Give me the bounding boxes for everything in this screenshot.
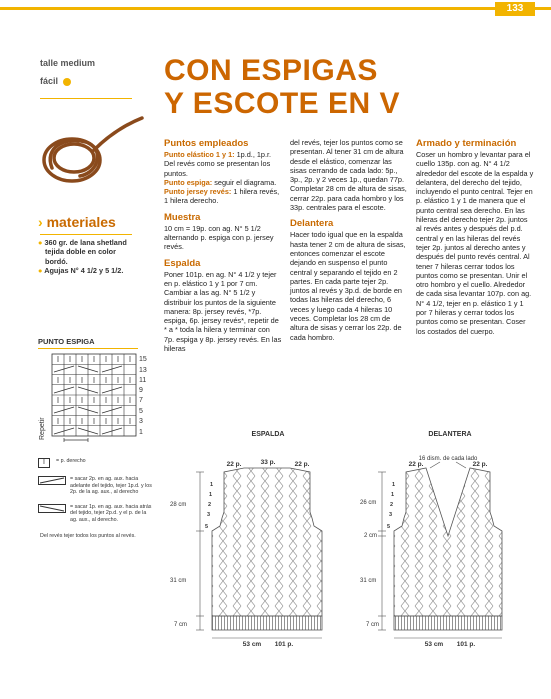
- armhole-step: 1: [209, 492, 213, 498]
- repeat-label: Repetir: [39, 417, 46, 440]
- legend-item: [38, 476, 153, 496]
- top-bar: [0, 0, 551, 16]
- punto-label: Punto elástico 1 y 1:: [164, 150, 235, 159]
- chart-divider: [38, 348, 138, 349]
- top-rule: [0, 7, 551, 10]
- punto-label: Punto espiga:: [164, 177, 213, 187]
- difficulty-text: fácil: [40, 76, 59, 86]
- chart-note: Del revés tejer todos los puntos al revés.: [40, 533, 136, 539]
- espalda-schematic: [170, 431, 322, 648]
- espalda-top-left: 22 p.: [226, 461, 242, 468]
- espalda-body-height: 31 cm: [170, 578, 187, 584]
- row-label: 7: [139, 397, 143, 404]
- row-label: 15: [139, 356, 147, 363]
- delantera-bottom-cm: 53 cm: [424, 641, 444, 648]
- legend-item: [38, 504, 153, 524]
- punto-text: 1p.d., 1p.r. Del revés como se presentan los puntos.: [164, 150, 272, 178]
- column-2: [164, 134, 282, 353]
- delantera-bottom-p: 101 p.: [456, 641, 476, 648]
- muestra-heading: Muestra: [164, 211, 201, 223]
- delantera-neck-start: 2 cm: [364, 533, 378, 539]
- chart-legend: [38, 458, 153, 540]
- espalda-bottom-cm: 53 cm: [242, 641, 262, 648]
- materiales-heading: [38, 214, 116, 230]
- yarn-illustration: [34, 108, 149, 193]
- espalda-bottom-p: 101 p.: [274, 641, 294, 648]
- delantera-text: Hacer todo igual que en la espalda hasta tener 2 cm de altura de sisas, entonces comenzar el escote dejando en suspenso el punto central y separando el tejido en 2 partes. En cada parte tejer 2p. juntos al revés y 3p.d. de borde en todas las hileras del derecho, 6 veces y luego cada 4 hileras 10 veces. Completar los 28 cm de altura de sisas y cerrar los 22p. de cada hombro.: [290, 230, 406, 342]
- materiales-heading-text: materiales: [46, 214, 116, 230]
- chart-title: PUNTO ESPIGA: [38, 337, 95, 346]
- armhole-step: 1: [391, 492, 395, 498]
- armhole-step: 5: [205, 524, 209, 530]
- punto-espiga-chart: [34, 352, 154, 447]
- legend-text: = sacar 2p. en ag. aux. hacia adelante del tejido, tejer 1p.d. y los 2p. de la ag. aux., al derecho: [70, 476, 152, 495]
- espalda-top-center: 33 p.: [260, 459, 276, 466]
- armhole-step: 3: [207, 512, 211, 518]
- difficulty-icon: [63, 78, 71, 86]
- bullet-icon: ●: [38, 265, 43, 275]
- espalda-text: Poner 101p. en ag. N° 4 1/2 y tejer en p. elástico 1 y 1 por 7 cm. Cambiar a las ag. N° 5 1/2 y distribuir los puntos de la siguiente manera: 8p. jersey revés, *7p. espiga, 6p. jersey revés*, repetir de * a * toda la hilera y terminar con 7p. espiga y 8p. jersey revés. En las hileras: [164, 269, 282, 354]
- page-title: [164, 54, 400, 120]
- punto-text: 1 hilera revés, 1 hilera derecho.: [164, 187, 280, 206]
- column-4: [416, 134, 534, 336]
- row-label: 11: [139, 377, 147, 384]
- schematics: [160, 426, 540, 694]
- armado-text: Coser un hombro y levantar para el cuello 135p. con ag. N° 4 1/2 alrededor del escote de la espalda y delantera, del derecho del tejido, incluyendo el punto central. Tejer en p. elástico 1 y 1 de manera que el punto central sea derecho. En las hileras del derecho tejer 2p. juntos al revés antes y después del p.d. central y en las hileras del revés tejer 2p. juntos al derecho antes y después del punto revés central. Al tener 7 hileras cerrar todos los puntos como se presentan. Unir el otro hombro y el cuello. Alrededor de cada sisa levantar 107p. con ag. N° 4 1/2, tejer en p. elástico 1 y 1 por 7 hileras y cerrar todos los puntos como se presentan. Coser los costados del cuerpo.: [416, 150, 534, 336]
- punto-item: [164, 187, 282, 206]
- materiales-list: [38, 238, 133, 275]
- armado-heading: Armado y terminación: [416, 138, 517, 149]
- armhole-step: 2: [390, 502, 394, 508]
- cross-left-icon: [38, 504, 66, 513]
- espalda-continued-text: del revés, tejer los puntos como se presentan. Al tener 31 cm de altura desde el elástico, comenzar las sisas cerrando de cada lado: 5p., 3p., 2p. y 2 veces 1p., quedan 77p. Completar 28 cm de altura de sisas, cerrar 22p. para cada hombro y los 33p. centrales para el escote.: [290, 138, 407, 213]
- legend-item: [38, 458, 153, 468]
- punto-text: seguir el diagrama.: [212, 177, 277, 187]
- materiales-item: [38, 266, 133, 275]
- title-line-1: CON ESPIGAS: [164, 54, 378, 87]
- punto-label: Punto jersey revés:: [164, 187, 232, 197]
- row-label: 1: [139, 429, 143, 436]
- materiales-item-text: 360 gr. de lana shetland tejida doble en color bordó.: [44, 238, 127, 266]
- delantera-rib-height: 7 cm: [366, 622, 380, 628]
- delantera-armhole-height: 26 cm: [360, 500, 377, 506]
- armhole-step: 1: [210, 482, 214, 488]
- row-label: 9: [139, 387, 143, 394]
- legend-text: = sacar 1p. en ag. aux. hacia atrás del tejido, tejer 2p.d. y el p. de la ag. aux., al derecho.: [70, 503, 152, 523]
- punto-item: [164, 150, 282, 178]
- delantera-heading: Delantera: [290, 218, 334, 230]
- materiales-item: [38, 238, 133, 266]
- legend-text: = p. derecho: [56, 458, 86, 464]
- materiales-divider: [40, 234, 132, 235]
- armhole-step: 5: [387, 524, 391, 530]
- row-label: 13: [139, 367, 147, 374]
- bullet-icon: ●: [38, 238, 43, 247]
- row-label: 5: [139, 408, 143, 415]
- column-3: [290, 138, 408, 342]
- delantera-title: DELANTERA: [428, 431, 472, 438]
- delantera-top-center: 16 dism. de cada lado: [418, 456, 478, 462]
- delantera-schematic: [360, 431, 502, 648]
- title-line-2: Y ESCOTE EN V: [164, 87, 401, 120]
- difficulty-label: [40, 76, 71, 86]
- page-number: 133: [495, 2, 535, 16]
- meta-divider: [40, 98, 132, 99]
- delantera-top-right: 22 p.: [472, 461, 488, 468]
- punto-item: [164, 178, 282, 187]
- chevron-right-icon: ›: [38, 214, 43, 230]
- espalda-armhole-height: 28 cm: [170, 502, 187, 508]
- espalda-rib-height: 7 cm: [174, 622, 188, 628]
- espalda-heading: Espalda: [164, 257, 201, 269]
- armhole-step: 3: [389, 512, 393, 518]
- delantera-body-height: 31 cm: [360, 578, 377, 584]
- size-label: talle medium: [40, 58, 96, 68]
- knit-symbol-icon: I: [38, 458, 50, 468]
- cross-right-icon: [38, 476, 66, 485]
- armhole-step: 1: [392, 482, 396, 488]
- espalda-top-right: 22 p.: [294, 461, 310, 468]
- row-label: 3: [139, 418, 143, 425]
- delantera-top-left: 22 p.: [408, 461, 424, 468]
- espalda-title: ESPALDA: [251, 431, 285, 438]
- materiales-item-text: Agujas N° 4 1/2 y 5 1/2.: [44, 265, 124, 275]
- armhole-step: 2: [208, 502, 212, 508]
- muestra-text: 10 cm = 19p. con ag. N° 5 1/2 alternando p. espiga con p. jersey revés.: [164, 223, 274, 252]
- puntos-heading: Puntos empleados: [164, 138, 249, 149]
